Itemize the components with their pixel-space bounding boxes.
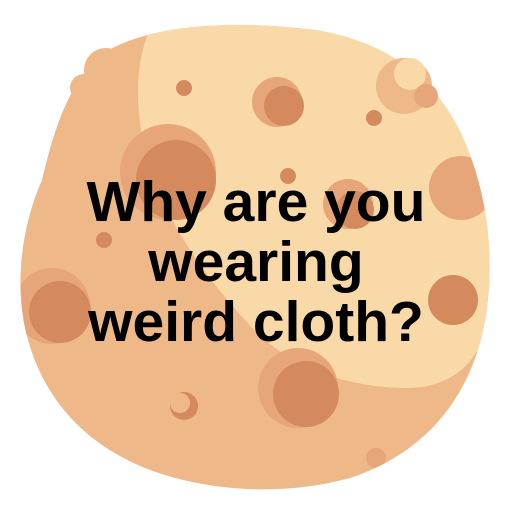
crater [366, 448, 386, 468]
caption-line-2: wearing [148, 230, 364, 294]
meme-caption [0, 172, 512, 352]
rim-rock [414, 84, 438, 108]
caption-line-3: weird cloth? [88, 290, 424, 354]
crater [366, 110, 382, 126]
rim-rock [70, 74, 98, 102]
crater [176, 80, 192, 96]
caption-line-1: Why are you [86, 170, 426, 234]
crater [170, 393, 190, 413]
crater [273, 361, 339, 427]
crater [264, 86, 304, 126]
